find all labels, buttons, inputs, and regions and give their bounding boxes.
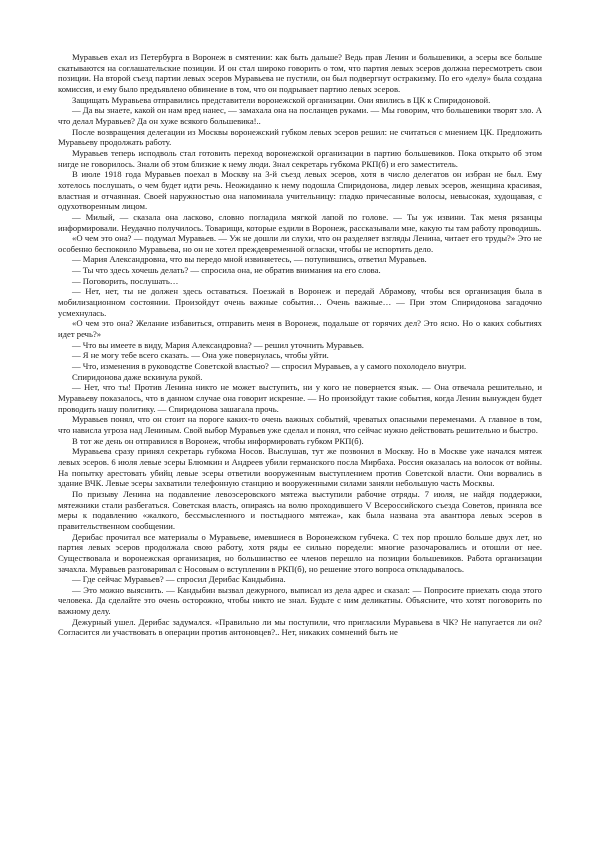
paragraph: Муравьева сразу принял секретарь губкома Носов. Выслушав, тут же позвонил в Москву. Но в Москве уже начался мятеж левых эсеров. 6 июля левые эсеры Блюмкин и Андреев убили германского посла Мирбаха. Россия оказалась на волосок от войны. На попытку арестовать убийц левые эсеры ответили вооруженным выступлением против Советской власти. Они ворвались в здание ВЧК. Левые эсеры захватили телефонную станцию и вооруженными силами заняли небольшую часть Москвы. [58,446,542,489]
paragraph: — Нет, нет, ты не должен здесь оставаться. Поезжай в Воронеж и передай Абрамову, чтобы вся организация была в мобилизационном состоянии. Произойдут очень важные события… Очень важные… — При этом Спиридонова загадочно усмехнулась. [58,286,542,318]
paragraph: По призыву Ленина на подавление левоэсеровского мятежа выступили рабочие отряды. 7 июля, не найдя поддержки, мятежники стали разбегаться. Советская власть, опираясь на волю проходившего V Всероссийского съезда Советов, приняла все меры к подавлению «жалкого, бессмысленного и постыдного мятежа», как была названа эта авантюра левых эсеров в правительственном сообщении. [58,488,542,531]
paragraph: — Что, изменения в руководстве Советской властью? — спросил Муравьев, а у самого похолодело внутри. [72,361,467,372]
paragraph: — Нет, что ты! Против Ленина никто не может выступить, ни у кого не повернется язык. — Она отвечала решительно, и Муравьеву показалось, что в данном случае она говорит искренне. — Но произойдут такие события, когда Ленин вынужден будет проводить нашу политику. — Спиридонова зашагала прочь. [58,382,542,414]
paragraph: Муравьев понял, что он стоит на пороге каких-то очень важных событий, чреватых опасными переменами. А главное в том, что нависла угроза над Лениным. Свой выбор Муравьев уже сделал и понял, что сейчас нужно действовать решительно и быстро. [58,414,542,435]
paragraph: «О чем это она? Желание избавиться, отправить меня в Воронеж, подальше от горячих дел? Это ясно. Но о каких событиях идет речь?» [58,318,542,340]
paragraph: — Ты что здесь хочешь делать? — спросила она, не обратив внимания на его слова. [72,265,381,276]
paragraph: Дерибас прочитал все материалы о Муравьеве, имевшиеся в Воронежском губчека. С тех пор прошло больше двух лет, но партия левых эсеров продолжала свою работу, хотя ряды ее сильно поредели: многие разочаровались и отошли от нее. Существовала и воронежская организация, но большинство ее членов перешло на позиции большевиков. Работа организации зачахла. Муравьев разговаривал с Носовым о вступлении в РКП(б), но решение этого вопроса откладывалось. [58,531,542,574]
paragraph: — Что вы имеете в виду, Мария Александровна? — решил уточнить Муравьев. [72,339,364,350]
paragraph: Муравьев ехал из Петербурга в Воронеж в смятении: как быть дальше? Ведь прав Ленин и большевики, а эсеры все больше скатываются на соглашательские позиции. И он стал широко говорить о том, что партия левых эсеров должна пересмотреть свои позиции. На второй съезд партии левых эсеров Муравьева не пустили, он был подвергнут остракизму. По его «делу» была создана комиссия, и ему было предъявлено обвинение в том, что он подрывает партию левых эсеров. [58,52,542,94]
paragraph: — Где сейчас Муравьев? — спросил Дерибас Кандыбина. [72,574,286,585]
paragraph: Дежурный ушел. Дерибас задумался. «Правильно ли мы поступили, что пригласили Муравьева в ЧК? Не напугается ли он? Согласится ли участвовать в операции против антоновцев?.. Нет, никаких сомнений быть не [58,616,542,638]
paragraph: После возвращения делегации из Москвы воронежский губком левых эсеров решил: не считаться с мнением ЦК. Предложить Муравьеву продолжать работу. [58,126,542,148]
paragraph: — Это можно выяснить. — Кандыбин вызвал дежурного, выписал из дела адрес и сказал: — Попросите приехать сюда этого человека. Да сделайте это очень осторожно, чтобы никто не знал. Будьте с ним деликатны. Объясните, что хотят поговорить по важному делу. [58,584,542,617]
paragraph: Спиридонова даже вскинула рукой. [72,371,203,382]
paragraph: Муравьев теперь исподволь стал готовить переход воронежской организации в партию большевиков. Пока открыто об этом нигде не говорилось. Знали об этом близкие к нему люди. Знал секретарь губкома РКП(б) и его заместитель. [58,147,542,169]
paragraph: — Мария Александровна, что вы передо мной извиняетесь, — потупившись, ответил Муравьев. [72,254,427,265]
document-page [58,52,542,638]
paragraph: — Милый, — сказала она ласково, словно погладила мягкой лапой по голове. — Ты уж извини. Так меня рязанцы информировали. Неудачно получилось. Товарищи, которые ездили в Воронеж, рассказывали мне, какую ты там работу проводишь. [58,211,542,233]
paragraph: Защищать Муравьева отправились представители воронежской организации. Они явились в ЦК к Спиридоновой. [72,94,491,105]
paragraph: — Да вы знаете, какой он нам вред нанес, — замахала она на посланцев руками. — Мы говорим, что большевики творят зло. А что делал Муравьев? Да он хуже всякого большевика!.. [58,105,542,126]
paragraph: В тот же день он отправился в Воронеж, чтобы информировать губком РКП(б). [72,435,364,446]
paragraph: «О чем это она? — подумал Муравьев. — Уж не дошли ли слухи, что он разделяет взгляды Ленина, читает его труды?» Это не особенно беспокоило Муравьева, но он не хотел преждевременной огласки, чтобы не испортить дело. [58,233,542,254]
paragraph: В июле 1918 года Муравьев поехал в Москву на 3-й съезд левых эсеров, хотя в число делегатов он избран не был. Ему хотелось послушать, о чем будет идти речь. Неожиданно к нему подошла Спиридонова, лидер левых эсеров, женщина красивая, властная и отчаянная. Своей наружностью она напоминала учительницу: гладко причесанные волосы, невысокая, худощавая, с одухотворенным лицом. [58,169,542,212]
paragraph: — Поговорить, послушать… [72,275,179,286]
paragraph: — Я не могу тебе всего сказать. — Она уже повернулась, чтобы уйти. [72,350,329,361]
